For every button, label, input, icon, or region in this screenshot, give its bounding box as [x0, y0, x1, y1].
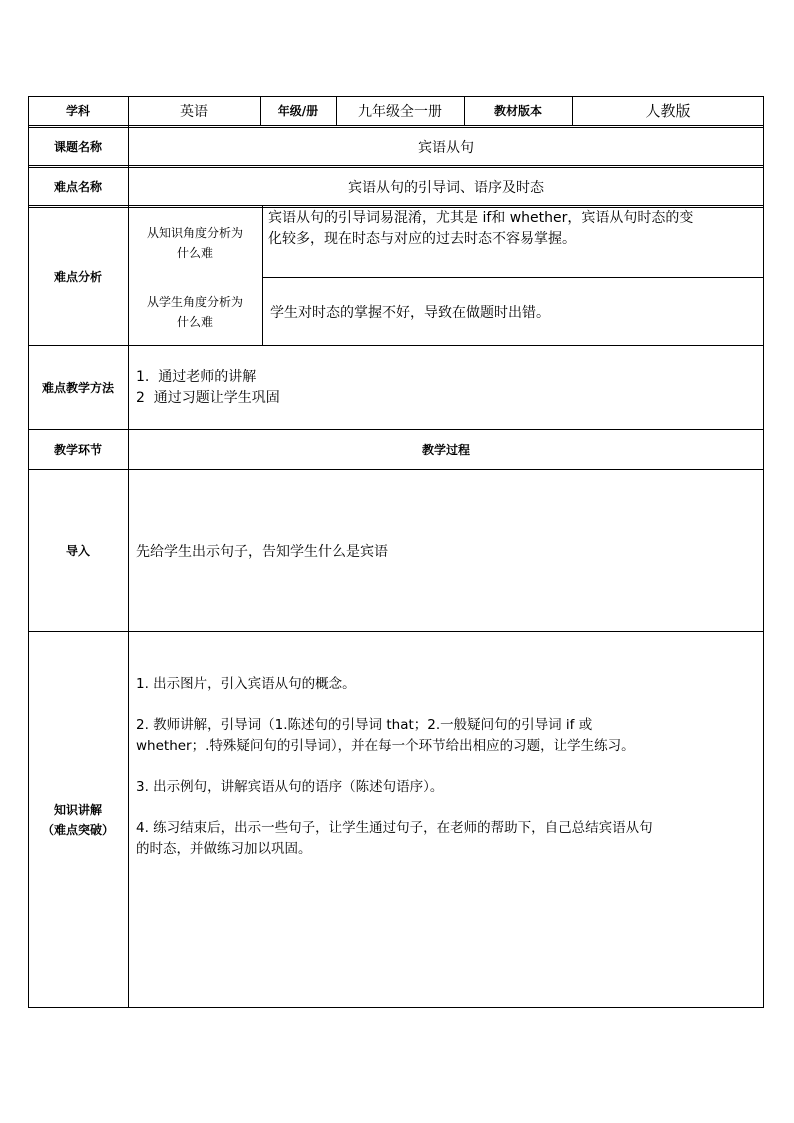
student-angle-label-line: 从学生角度分析为: [146, 294, 243, 309]
knowledge-paragraph: [136, 777, 758, 798]
knowledge-line: 4. 练习结束后，出示一些句子，让学生通过句子，在老师的帮助下，自己总结宾语从句: [136, 820, 653, 836]
knowledge-line: 1. 出示图片，引入宾语从句的概念。: [136, 676, 356, 692]
row-divider: [28, 631, 764, 632]
student-angle-label: [128, 278, 262, 345]
knowledge-label: [28, 632, 128, 1008]
intro-label: 导入: [65, 544, 90, 558]
knowledge-paragraph: [136, 674, 758, 695]
grade-value: 九年级全一册: [358, 103, 442, 120]
grade-label: 年级/册: [277, 104, 319, 118]
knowledge-content: [136, 674, 758, 880]
method-item: 1. 通过老师的讲解: [136, 368, 257, 385]
knowledge-line: whether；.特殊疑问句的引导词），并在每一个环节给出相应的习题，让学生练习。: [136, 738, 635, 754]
topic-value: 宾语从句: [418, 139, 474, 156]
knowledge-angle-label: [128, 208, 262, 277]
knowledge-angle-label-line: 从知识角度分析为: [146, 225, 243, 240]
intro-text: 先给学生出示句子，告知学生什么是宾语: [136, 543, 388, 560]
difficulty-label: 难点名称: [53, 180, 102, 194]
knowledge-line: 3. 出示例句，讲解宾语从句的语序（陈述句语序）。: [136, 779, 444, 795]
process-column-label: 教学过程: [421, 443, 470, 457]
knowledge-angle-text: [268, 208, 762, 248]
difficulty-value: 宾语从句的引导词、语序及时态: [348, 179, 544, 196]
topic-label: 课题名称: [53, 140, 102, 154]
subject-value: 英语: [180, 103, 208, 120]
column-divider: [262, 205, 263, 345]
knowledge-paragraph: [136, 818, 758, 860]
knowledge-label-line: （难点突破）: [41, 823, 114, 837]
analysis-label: 难点分析: [53, 270, 102, 284]
knowledge-line: 的时态，并做练习加以巩固。: [136, 841, 312, 857]
knowledge-angle-label-line: 什么难: [176, 245, 213, 260]
knowledge-paragraph: [136, 715, 758, 757]
edition-label: 教材版本: [493, 104, 542, 118]
method-label: 难点教学方法: [41, 381, 114, 395]
student-angle-label-line: 什么难: [176, 314, 213, 329]
method-list: [136, 346, 756, 429]
method-item: 2 通过习题让学生巩固: [136, 389, 280, 406]
knowledge-angle-text-line: 化较多，现在时态与对应的过去时态不容易掌握。: [268, 231, 576, 247]
knowledge-line: 2. 教师讲解，引导词（1.陈述句的引导词 that；2.一般疑问句的引导词 if 或: [136, 717, 593, 733]
student-angle-text: 学生对时态的掌握不好，导致在做题时出错。: [270, 304, 550, 321]
knowledge-angle-text-line: 宾语从句的引导词易混淆，尤其是 if和 whether，宾语从句时态的变: [268, 210, 694, 226]
subject-label: 学科: [65, 104, 90, 118]
stage-column-label: 教学环节: [53, 443, 102, 457]
edition-value: 人教版: [645, 102, 691, 120]
knowledge-label-line: 知识讲解: [53, 803, 102, 817]
